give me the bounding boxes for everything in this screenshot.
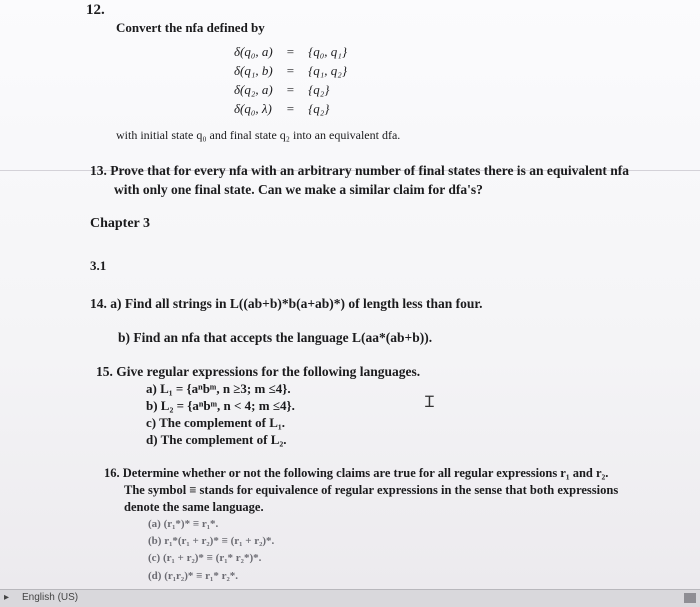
transition-row [230, 42, 351, 61]
q14-part-b: b) Find an nfa that accepts the language L(aa*(ab+b)). [118, 330, 433, 345]
transition-lhs: δ(q₁, b) [234, 63, 273, 78]
chapter-heading: Chapter 3 [90, 216, 151, 231]
section-number: 3.1 [90, 258, 107, 273]
transition-equals: = [286, 44, 295, 59]
q15-intro: 15. Give regular expressions for the following languages. [96, 364, 421, 379]
q12-intro: Convert the nfa defined by [116, 20, 265, 35]
transition-rhs: {q₁, q₂} [308, 63, 348, 78]
status-bar [0, 589, 700, 607]
q16-line-1: 16. Determine whether or not the following claims are true for all regular expressions r₁ and r₂. [104, 466, 609, 480]
transition-rhs: {q₀, q₁} [308, 44, 348, 59]
text-cursor-icon: Ɪ [425, 392, 434, 411]
language-indicator[interactable]: English (US) [22, 592, 79, 603]
q12-outro: with initial state q₀ and final state q₂ into an equivalent dfa. [116, 128, 401, 142]
q12-transition-table [230, 42, 351, 118]
q14-part-a: 14. a) Find all strings in L((ab+b)*b(a+ab)*) of length less than four. [90, 296, 483, 311]
q16-claim-c: (c) (r₁ + r₂)* ≡ (r₁* r₂*)*. [148, 552, 262, 564]
q16-claim-d: (d) (r₁r₂)* ≡ r₁* r₂*. [148, 570, 239, 582]
transition-lhs: δ(q₀, λ) [234, 101, 272, 116]
q13-number: 13. [90, 163, 107, 178]
transition-lhs: δ(q₂, a) [234, 82, 273, 97]
transition-equals: = [286, 101, 295, 116]
q16-line-3: denote the same language. [124, 500, 264, 514]
q15-item-d: d) The complement of L₂. [146, 432, 287, 447]
transition-row [230, 99, 351, 118]
q13-line-1 [90, 163, 629, 179]
q13-line-2: with only one final state. Can we make a similar claim for dfa's? [114, 182, 483, 197]
q15-item-a: a) L₁ = {aⁿbᵐ, n ≥3; m ≤4}. [146, 381, 291, 396]
q15-item-c: c) The complement of L₁. [146, 415, 286, 430]
transition-lhs: δ(q₀, a) [234, 44, 273, 59]
transition-row [230, 61, 351, 80]
zoom-slider-icon[interactable] [684, 593, 696, 603]
transition-equals: = [286, 63, 295, 78]
transition-equals: = [286, 82, 295, 97]
transition-rhs: {q₂} [308, 101, 330, 116]
transition-row [230, 80, 351, 99]
q13-text-1: Prove that for every nfa with an arbitrary number of final states there is an equivalent nfa [110, 163, 629, 178]
q16-line-2: The symbol ≡ stands for equivalence of regular expressions in the sense that both expressions [124, 483, 619, 497]
transition-rhs: {q₂} [308, 82, 330, 97]
q15-item-b: b) L₂ = {aⁿbᵐ, n < 4; m ≤4}. [146, 398, 295, 413]
status-bar-caret-icon: ▸ [4, 592, 10, 603]
q16-claim-b: (b) r₁*(r₁ + r₂)* ≡ (r₁ + r₂)*. [148, 535, 275, 547]
q16-claim-a: (a) (r₁*)* ≡ r₁*. [148, 518, 219, 530]
q12-number: 12. [86, 2, 105, 18]
